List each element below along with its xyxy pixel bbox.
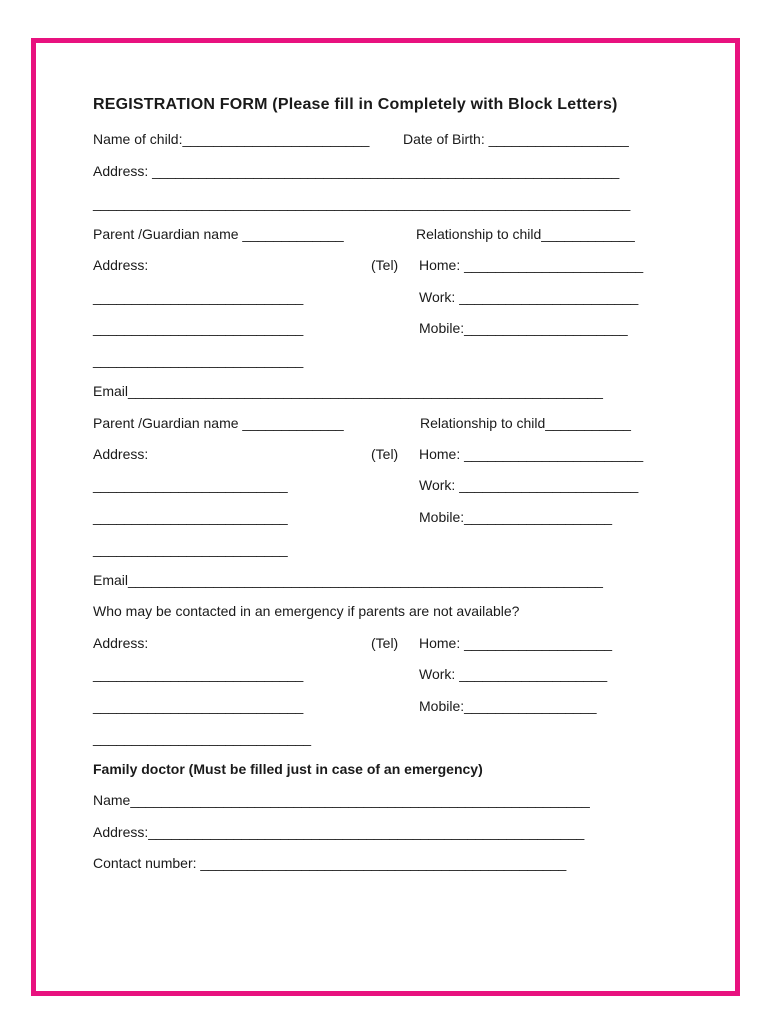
parent2-tel-label: (Tel) xyxy=(371,446,399,462)
child-address-field-line2[interactable]: _____________________________________________________________________ xyxy=(93,195,631,211)
form-title: REGISTRATION FORM (Please fill in Completely with Block Letters) xyxy=(93,96,618,113)
parent2-address-blank-2[interactable]: _________________________ xyxy=(93,509,288,525)
parent1-address-blank-3[interactable]: ___________________________ xyxy=(93,352,304,368)
parent1-address-blank-1[interactable]: ___________________________ xyxy=(93,289,304,305)
parent1-address-blank-2[interactable]: ___________________________ xyxy=(93,320,304,336)
parent1-home-field[interactable]: Home: _______________________ xyxy=(419,257,644,273)
doctor-heading: Family doctor (Must be filled just in case of an emergency) xyxy=(93,761,483,777)
parent1-tel-label: (Tel) xyxy=(371,257,399,273)
emergency-mobile-field[interactable]: Mobile:_________________ xyxy=(419,698,597,714)
parent1-mobile-field[interactable]: Mobile:_____________________ xyxy=(419,320,628,336)
parent2-address-label: Address: xyxy=(93,446,149,462)
emergency-address-label: Address: xyxy=(93,635,149,651)
doctor-contact-field[interactable]: Contact number: _______________________________________________ xyxy=(93,855,567,871)
parent1-relationship-field[interactable]: Relationship to child____________ xyxy=(416,226,635,242)
parent2-relationship-field[interactable]: Relationship to child___________ xyxy=(420,415,631,431)
emergency-tel-label: (Tel) xyxy=(371,635,399,651)
parent2-name-field[interactable]: Parent /Guardian name _____________ xyxy=(93,415,344,431)
emergency-home-field[interactable]: Home: ___________________ xyxy=(419,635,613,651)
emergency-address-blank-1[interactable]: ___________________________ xyxy=(93,666,304,682)
child-dob-field[interactable]: Date of Birth: __________________ xyxy=(403,131,629,147)
parent1-email-field[interactable]: Email_____________________________________________________________ xyxy=(93,383,603,399)
emergency-question: Who may be contacted in an emergency if parents are not available? xyxy=(93,603,520,619)
parent2-address-blank-1[interactable]: _________________________ xyxy=(93,477,288,493)
parent2-home-field[interactable]: Home: _______________________ xyxy=(419,446,644,462)
emergency-address-blank-3[interactable]: ____________________________ xyxy=(93,730,312,746)
emergency-address-blank-2[interactable]: ___________________________ xyxy=(93,698,304,714)
parent1-address-label: Address: xyxy=(93,257,149,273)
parent1-work-field[interactable]: Work: _______________________ xyxy=(419,289,639,305)
parent2-work-field[interactable]: Work: _______________________ xyxy=(419,477,639,493)
doctor-address-field[interactable]: Address:________________________________________________________ xyxy=(93,824,585,840)
child-address-field[interactable]: Address: ____________________________________________________________ xyxy=(93,163,620,179)
emergency-work-field[interactable]: Work: ___________________ xyxy=(419,666,608,682)
parent2-address-blank-3[interactable]: _________________________ xyxy=(93,541,288,557)
parent2-email-field[interactable]: Email_____________________________________________________________ xyxy=(93,572,603,588)
doctor-name-field[interactable]: Name___________________________________________________________ xyxy=(93,792,590,808)
parent1-name-field[interactable]: Parent /Guardian name _____________ xyxy=(93,226,344,242)
child-name-field[interactable]: Name of child:________________________ xyxy=(93,131,370,147)
parent2-mobile-field[interactable]: Mobile:___________________ xyxy=(419,509,613,525)
